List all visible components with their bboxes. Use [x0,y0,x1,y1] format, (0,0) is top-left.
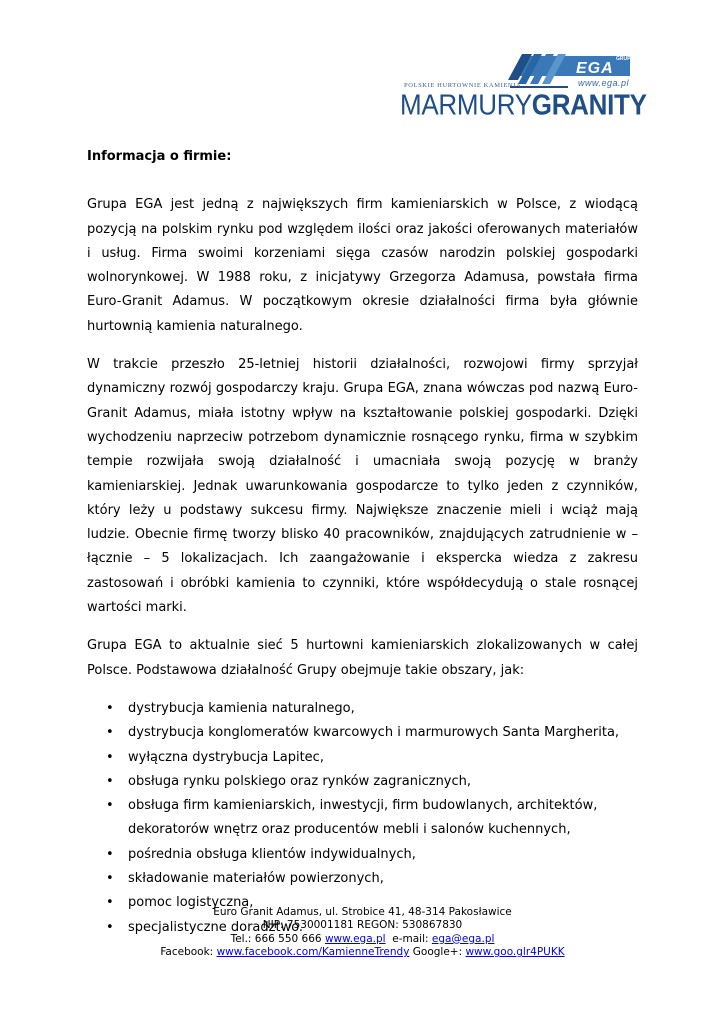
paragraph-network: Grupa EGA to aktualnie sieć 5 hurtowni kamieniarskich zlokalizowanych w całej Polsce. Podstawowa działalność Grupy obejmuje takie obszary, jak: [87,638,638,678]
logo-grupa-text: GRUPA [616,56,634,62]
company-logo [398,50,647,122]
bullet-icon: • [106,725,114,741]
list-item-text: wyłączna dystrybucja Lapitec, [128,749,324,765]
list-item [87,794,638,843]
bullet-icon: • [106,846,114,862]
logo-word-bold: GRANITY [531,87,647,122]
bullet-icon: • [106,919,114,935]
logo-website-text: www.ega.pl [578,78,630,88]
list-item-text: pośrednia obsługa klientów indywidualnych, [128,846,416,862]
footer-company-ids: NIP: 7530001181 REGON: 530867830 [262,919,463,932]
page-footer [0,906,725,960]
list-item-text: pomoc logistyczna, [128,895,254,911]
list-item-text: specjalistyczne doradztwo. [128,919,304,935]
list-item [87,697,638,721]
footer-email-label: e-mail: [385,932,432,945]
footer-facebook-link[interactable]: www.facebook.com/KamienneTrendy [216,946,410,959]
section-heading: Informacja o firmie: [87,149,232,164]
paragraph-intro: Grupa EGA jest jedną z największych firm kamieniarskich w Polsce, z wiodącą pozycją na polskim rynku pod względem ilości oraz jakości oferowanych materiałów i usług. Firma swoimi korzeniami sięga czasów narodzin polskiej gospodarki wolnorynkowej. W 1988 roku, z inicjatywy Grzegorza Adamusa, powstała firma Euro-Granit Adamus. W początkowym okresie działalności firma była głównie hurtownią kamienia naturalnego. [87,197,638,334]
logo-word-light: MARMURY [400,87,532,122]
bullet-icon: • [106,773,114,789]
footer-email-link[interactable]: ega@ega.pl [431,932,495,945]
list-item-text: obsługa firm kamieniarskich, inwestycji, firm budowlanych, architektów, dekoratorów wnętrz oraz producentów mebli i salonów kuchennych, [128,798,598,838]
list-item [87,721,638,745]
list-item [87,867,638,891]
bullet-icon: • [106,700,114,716]
bullet-icon: • [106,871,114,887]
list-item-text: dystrybucja konglomeratów kwarcowych i marmurowych Santa Margherita, [128,725,620,741]
list-item-text: obsługa rynku polskiego oraz rynków zagranicznych, [128,773,472,789]
logo-ega-text: EGA [576,60,614,77]
list-item [87,746,638,770]
list-item [87,770,638,794]
bullet-icon: • [106,749,114,765]
bullet-icon: • [106,798,114,814]
footer-contact-line [0,933,725,946]
footer-tel: Tel.: 666 550 666 [230,932,325,945]
footer-facebook-label: Facebook: [160,946,217,959]
logo-wordmark [400,87,647,122]
footer-social-line [0,946,725,959]
paragraph-history: W trakcie przeszło 25-letniej historii działalności, rozwojowi firmy sprzyjał dynamiczny rozwój gospodarczy kraju. Grupa EGA, znana wówczas pod nazwą Euro-Granit Adamus, miała istotny wpływ na kształtowanie polskiej gospodarki. Dzięki wychodzeniu naprzeciw potrzebom dynamicznie rosnącego rynku, firma w szybkim tempie rozwijała swoją działalność i umacniała swoją pozycję w branży kamieniarskiej. Jednak uwarunkowania gospodarcze to tylko jeden z czynników, który leży u podstawy sukcesu firmy. Największe znaczenie mieli i wciąż mają ludzie. Obecnie firmę tworzy blisko 40 pracowników, znajdujących zatrudnienie w – łącznie – 5 lokalizacjach. Ich zaangażowanie i ekspercka wiedza z zakresu zastosowań i obróbki kamienia to czynniki, które współdecydują o stale rosnącej wartości marki. [87,357,638,616]
list-item [87,843,638,867]
list-item-text: dystrybucja kamienia naturalnego, [128,700,355,716]
list-item-text: składowanie materiałów powierzonych, [128,871,384,887]
activity-list [87,697,638,940]
footer-google-link[interactable]: www.goo.glr4PUKK [465,946,565,959]
footer-google-label: Google+: [409,946,466,959]
document-body [87,145,638,940]
logo-tagline: POLSKIE HURTOWNIE KAMIENIA [404,82,522,89]
footer-address: Euro Granit Adamus, ul. Strobice 41, 48-314 Pakosławice [213,906,512,918]
bullet-icon: • [106,895,114,911]
footer-web-link[interactable]: www.ega.pl [324,932,386,945]
